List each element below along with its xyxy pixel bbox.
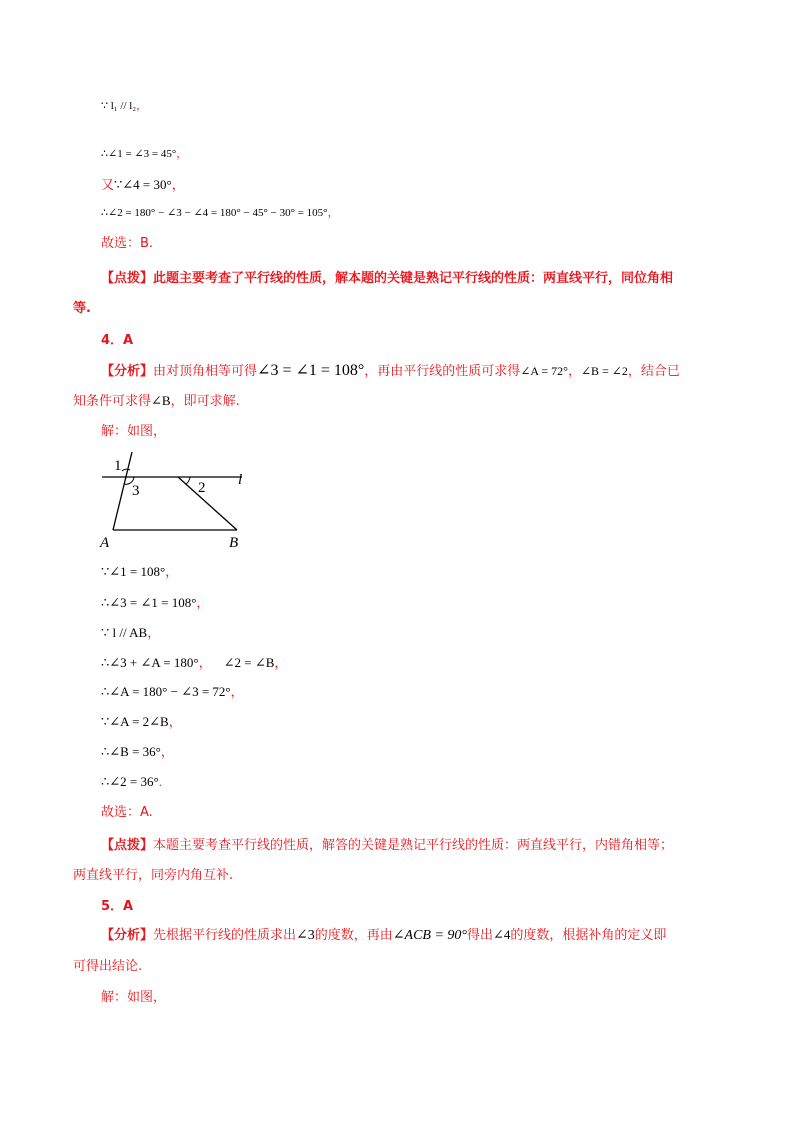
step-angle1-angle3 [101, 148, 187, 161]
punct: ， [176, 148, 188, 160]
math-expression: ∵∠A = 2∠B [101, 714, 169, 729]
step-line [101, 564, 178, 580]
math-expression: ∴∠B = 36° [101, 744, 161, 759]
answer-line: 故选：A. [101, 805, 153, 820]
math-expression: ∠ACB = 90° [392, 928, 467, 943]
angle-1-arc [122, 469, 130, 471]
punct: ， [327, 207, 339, 219]
analysis-text: 的度数，再由 [314, 928, 393, 943]
question-heading-4: 4．A [101, 333, 134, 348]
step-line [101, 595, 209, 611]
step-line [101, 774, 162, 790]
math-expression: ∴∠2 = 36° [101, 774, 159, 789]
label-angle-2: 2 [198, 480, 206, 496]
step-line [101, 625, 160, 641]
math-expression: ∴∠A = 180° − ∠3 = 72° [101, 684, 231, 699]
punct: ， [274, 655, 288, 670]
analysis-text: 得出 [467, 928, 494, 943]
math-expression: ∴∠1 = ∠3 = 45° [101, 148, 177, 160]
step-parallel-l1-l2 [101, 100, 147, 113]
tip-line-1 [101, 838, 673, 854]
step-line [101, 714, 182, 730]
punct: ， [136, 100, 148, 112]
angle-2-arc [186, 477, 190, 484]
math-expression: ∴∠3 = ∠1 = 108° [101, 595, 197, 610]
analysis-text: ，再由平行线的性质可求得 [364, 364, 521, 379]
math-expression: ∠A = 72° [520, 364, 568, 378]
punct: ， [230, 684, 244, 699]
punct: ， [196, 595, 210, 610]
tip-line-1 [101, 271, 673, 287]
analysis-line-2: 可得出结论. [73, 959, 143, 974]
analysis-text: 由对顶角相等可得 [153, 364, 258, 379]
math-expression: ∠2 = ∠B [223, 655, 275, 670]
segment-to-b [178, 477, 237, 530]
connector-text: 又 [101, 178, 115, 193]
analysis-label: 【分析】 [101, 364, 154, 379]
punct: ， [147, 625, 161, 640]
label-angle-1: 1 [114, 458, 122, 474]
tip-line-2: 两直线平行，同旁内角互补. [73, 868, 234, 883]
math-expression: ∴∠3 + ∠A = 180° [101, 655, 199, 670]
geometry-figure [92, 452, 262, 552]
punct: . [158, 774, 162, 789]
punct: ， [198, 655, 212, 670]
analysis-line-1 [101, 361, 680, 380]
punct: ， [171, 177, 185, 192]
label-point-a: A [100, 535, 110, 551]
math-expression: ∠B [151, 393, 171, 408]
tip-text: 本题主要考查平行线的性质，解答的关键是熟记平行线的性质：两直线平行，内错角相等； [153, 838, 674, 853]
math-expression: ∵ l // AB [101, 625, 148, 640]
solve-intro: 解：如图， [101, 424, 167, 439]
punct: ， [165, 564, 179, 579]
answer-line: 故选：B. [101, 236, 154, 251]
math-expression: ∴∠2 = 180° − ∠3 − ∠4 = 180° − 45° − 30° = 105° [101, 207, 328, 219]
analysis-text: ， [567, 364, 581, 379]
punct: ， [160, 744, 174, 759]
question-heading-5: 5．A [101, 899, 134, 914]
step-line [101, 655, 287, 671]
analysis-text: ，结合已 [627, 364, 680, 379]
analysis-text: ，即可求解. [170, 394, 240, 409]
math-expression: ∠3 = ∠1 = 108° [257, 362, 365, 379]
punct: ， [168, 714, 182, 729]
label-point-b: B [229, 535, 239, 551]
tip-text: 此题主要考查了平行线的性质，解本题的关键是熟记平行线的性质：两直线平行，同位角相 [153, 271, 674, 286]
step-line [101, 744, 174, 760]
math-expression: ∠4 [493, 927, 511, 942]
math-expression: ∠B = ∠2 [580, 364, 628, 378]
analysis-line-2 [73, 393, 240, 410]
solve-intro: 解：如图， [101, 990, 167, 1005]
label-line-l: l [238, 472, 243, 488]
analysis-text: 先根据平行线的性质求出 [153, 928, 297, 943]
analysis-label: 【分析】 [101, 928, 154, 943]
analysis-text: 知条件可求得 [73, 394, 152, 409]
label-angle-3: 3 [132, 483, 140, 499]
analysis-text: 的度数，根据补角的定义即 [510, 928, 667, 943]
step-angle2 [101, 207, 339, 220]
step-line [101, 684, 244, 700]
tip-label: 【点拨】 [101, 838, 154, 853]
tip-line-2: 等. [73, 301, 91, 316]
math-expression: ∵∠4 = 30° [114, 177, 172, 192]
tip-label: 【点拨】 [101, 271, 154, 286]
analysis-line-1 [101, 927, 666, 945]
math-expression: ∵∠1 = 108° [101, 564, 166, 579]
math-expression: ∠3 [296, 928, 315, 943]
step-angle4 [101, 177, 185, 194]
math-expression: ∵ l₁ // l₂ [101, 100, 137, 112]
